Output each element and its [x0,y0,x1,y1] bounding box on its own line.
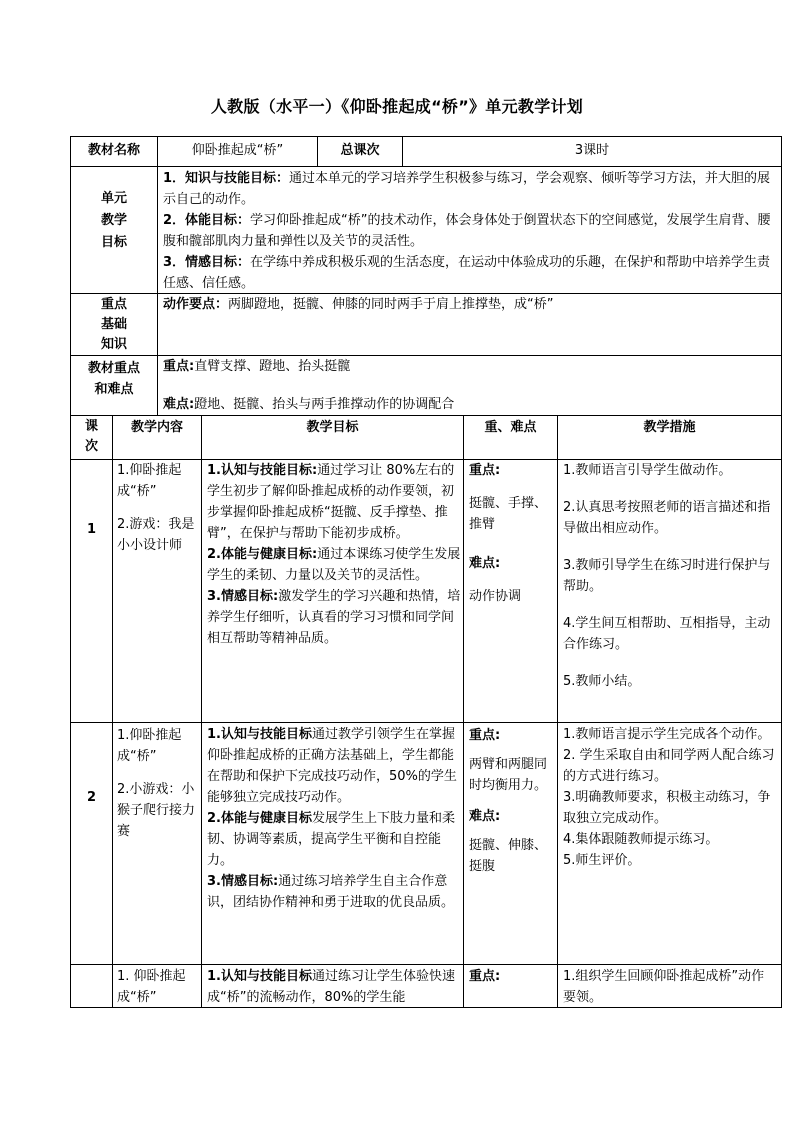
total-lessons-value: 3课时 [574,143,610,158]
unit-goal-item: 2．体能目标：学习仰卧推起成“桥”的技术动作，体会身体处于倒置状态下的空间感觉，发展学生肩背、腰腹和髋部肌肉力量和弹性以及关节的灵活性。 [163,213,771,249]
total-lessons-label: 总课次 [340,143,380,158]
key-basic-label: 重点 基础 知识 [100,297,127,352]
header-objectives: 教学目标 [306,420,359,435]
lesson-objectives: 1.认知与技能目标:通过学习让 80%左右的学生初步了解仰卧推起成桥的动作要领，初步掌握仰卧推起成桥“挺髋、反手撑垫、推臂”，在保护与帮助下能初步成桥。 2.体能与健康目标:通过本课练习使学生发展学生的柔韧、力量以及关节的灵活性。 3.情感目标:激发学生的学习兴趣和热情，培养学生仔细听，认真看的学习习惯和同学间相互帮助等精神品质。 [207,463,461,646]
lesson-objectives: 1.认知与技能目标通过练习让学生体验快速成“桥”的流畅动作，80%的学生能 [207,969,455,1005]
lesson-measures: 1.组织学生回顾仰卧推起成桥”动作要领。 [563,969,765,1005]
unit-goal-item: 1．知识与技能目标：通过本单元的学习培养学生积极参与练习，学会观察、倾听等学习方法，并大胆的展示自己的动作。 [163,171,771,207]
key-basic-content: 动作要点：两脚蹬地，挺髋、伸膝的同时两手于肩上推撑垫，成“桥” [163,297,554,312]
lesson-content: 1.仰卧推起成“桥” 2.游戏：我是小小设计师 [117,463,195,553]
unit-goals-list [163,168,777,294]
lesson-number: 2 [86,790,97,805]
lesson-measures: 1.教师语言提示学生完成各个动作。 2. 学生采取自由和同学两人配合练习的方式进行练习。 3.明确教师要求，积极主动练习，争取独立完成动作。 4.集体跟随教师提示练习。 5.师生评价。 [563,727,775,868]
lesson-number: 1 [86,522,97,537]
difficult-point: 难点:蹬地、挺髋、抬头与两手推撑动作的协调配合 [163,397,455,412]
lesson-measures: 1.教师语言引导学生做动作。 2.认真思考按照老师的语言描述和指导做出相应动作。 3.教师引导学生在练习时进行保护与帮助。 4.学生间互相帮助、互相指导，主动合作练习。 5.教师小结。 [563,463,771,689]
unit-goal-item: 3．情感目标：在学练中养成积极乐观的生活态度，在运动中体验成功的乐趣，在保护和帮助中培养学生责任感、信任感。 [163,255,771,291]
lesson-content: 1. 仰卧推起成“桥” [117,969,186,1005]
document-title: 人教版（水平一）《仰卧推起成“桥”》单元教学计划 [210,97,584,116]
lesson-key-diff: 重点: [469,969,501,984]
lesson-content: 1.仰卧推起成“桥” 2.小游戏：小猴子爬行接力赛 [117,728,196,839]
lesson-key-diff: 重点: 挺髋、手撑、推臂 难点: 动作协调 [469,463,548,604]
material-name-value: 仰卧推起成“桥” [191,143,284,158]
key-difficult-label: 教材重点 和难点 [87,361,140,397]
material-name-label: 教材名称 [87,143,140,158]
lesson-objectives: 1.认知与技能目标通过教学引领学生在掌握仰卧推起成桥的正确方法基础上，学生都能在帮助和保护下完成技巧动作，50%的学生能够独立完成技巧动作。 2.体能与健康目标发展学生上下肢力量和柔韧、协调等素质，提高学生平衡和自控能力。 3.情感目标:通过练习培养学生自主合作意识，团结协作精神和勇于进取的优良品质。 [207,727,457,910]
unit-goals-label: 单元 教学 目标 [100,191,127,250]
header-lesson: 课 次 [84,419,98,454]
header-content: 教学内容 [130,420,183,435]
header-measures: 教学措施 [643,420,696,435]
lesson-key-diff: 重点: 两臂和两腿同时均衡用力。 难点: 挺髋、伸膝、挺腹 [469,728,548,874]
header-key-diff: 重、难点 [484,420,537,435]
key-point: 重点:直臂支撑、蹬地、抬头挺髋 [163,359,351,374]
